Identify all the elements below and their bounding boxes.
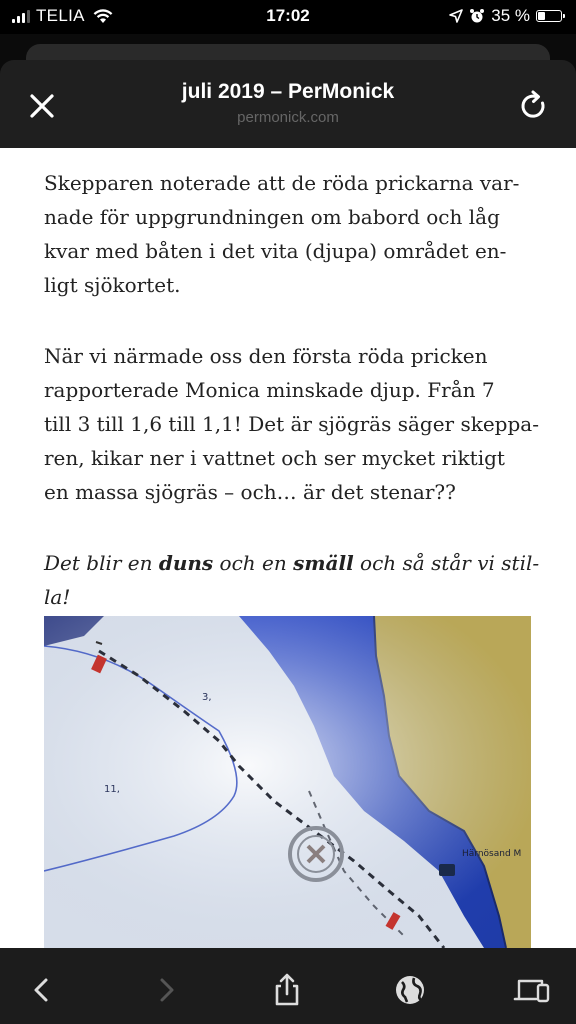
status-bar <box>0 0 576 34</box>
emphasis-small: smäll <box>293 551 354 575</box>
text-line: När vi närmade oss den första röda pricken <box>44 344 488 368</box>
battery-percent: 35 % <box>491 6 530 25</box>
paragraph-2 <box>44 339 539 509</box>
text-line: kvar med båten i det vita (djupa) området en- <box>44 239 507 263</box>
wreck-marker <box>290 828 342 880</box>
article-content[interactable] <box>0 148 576 948</box>
depth-label: 3, <box>202 692 212 703</box>
text-line: la! <box>44 585 71 609</box>
text-line: rapporterade Monica minskade djup. Från 7 <box>44 378 495 402</box>
paragraph-3 <box>44 546 540 614</box>
alarm-clock-icon <box>469 8 485 24</box>
devices-icon[interactable] <box>512 970 552 1010</box>
text-line: nade för uppgrundningen om babord och låg <box>44 205 500 229</box>
close-icon[interactable] <box>22 86 62 126</box>
text-line: ligt sjökortet. <box>44 273 181 297</box>
text-line: Skepparen noterade att de röda prickarna var- <box>44 171 520 195</box>
text-line: ren, kikar ner i vattnet och ser mycket riktigt <box>44 446 505 470</box>
back-icon[interactable] <box>22 970 62 1010</box>
place-label: Härnösand M <box>462 849 522 859</box>
battery-fill <box>538 12 545 20</box>
nautical-chart-photo <box>44 616 531 948</box>
status-time: 17:02 <box>266 6 310 25</box>
battery-icon <box>536 10 562 22</box>
location-arrow-icon <box>449 9 463 23</box>
reader-header <box>0 60 576 148</box>
page-domain: permonick.com <box>237 109 339 126</box>
map-poi-icon <box>439 864 455 876</box>
reload-icon[interactable] <box>514 86 554 126</box>
carrier-label: TELIA <box>36 6 85 25</box>
text-line: till 3 till 1,6 till 1,1! Det är sjögräs säger skeppa- <box>44 412 539 436</box>
page-title: juli 2019 – PerMonick <box>181 80 395 103</box>
forward-icon[interactable] <box>146 970 186 1010</box>
share-icon[interactable] <box>267 970 307 1010</box>
depth-label: 11, <box>104 784 120 795</box>
text-line: Det blir en duns och en smäll och så står vi stil- <box>44 551 540 575</box>
bottom-toolbar <box>0 948 576 1024</box>
status-right <box>449 6 562 26</box>
text-line: en massa sjögräs – och… är det stenar?? <box>44 480 456 504</box>
paragraph-1 <box>44 166 534 302</box>
emphasis-duns: duns <box>158 551 214 575</box>
globe-icon[interactable] <box>390 970 430 1010</box>
